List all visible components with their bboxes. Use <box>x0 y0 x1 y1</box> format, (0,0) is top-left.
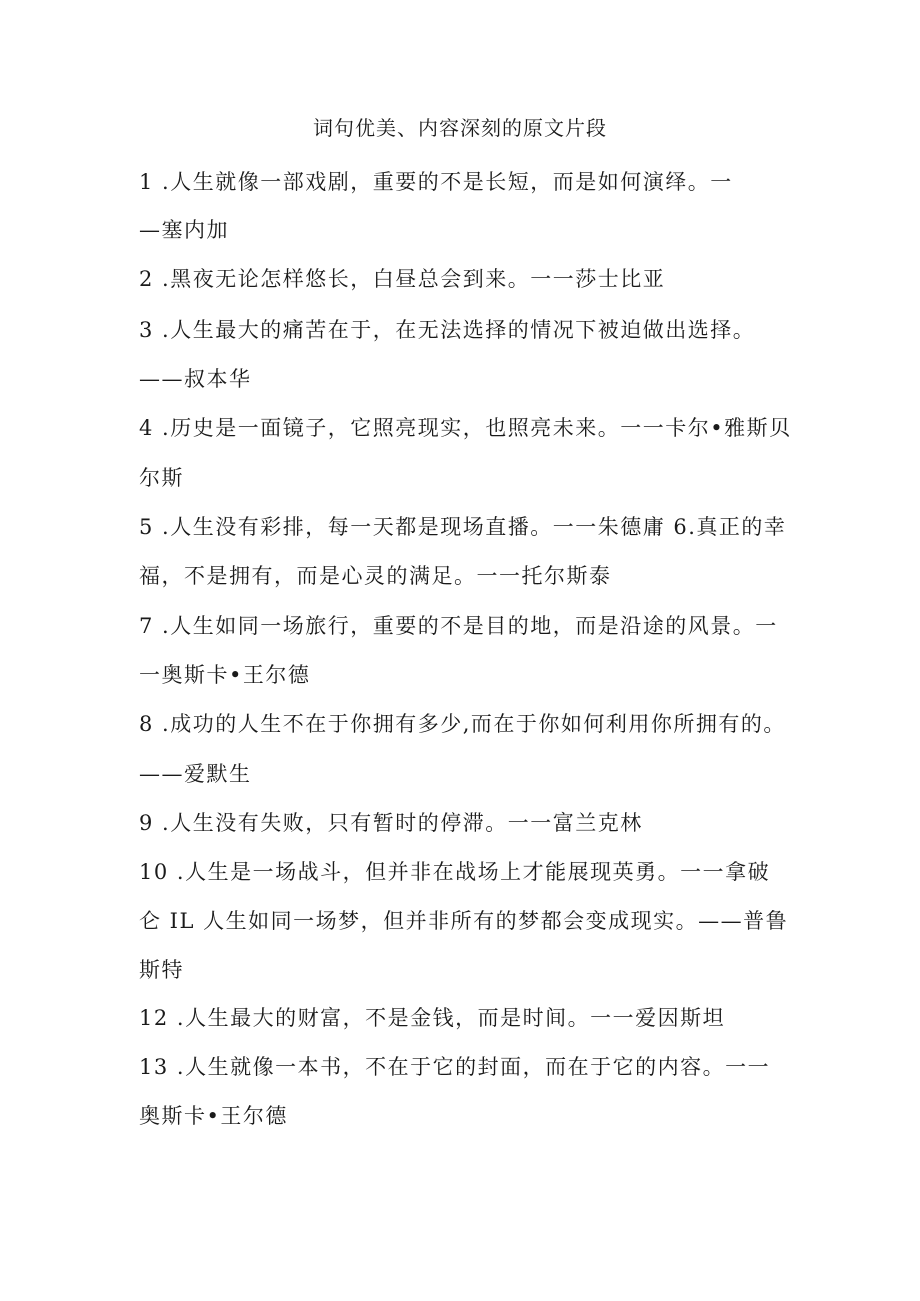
text-line: 尔斯 <box>139 466 184 490</box>
text-line: 3 .人生最大的痛苦在于，在无法选择的情况下被迫做出选择。 <box>139 318 756 342</box>
text-line: ——叔本华 <box>139 367 252 391</box>
text-line: 4 .历史是一面镜子，它照亮现实，也照亮未来。一一卡尔•雅斯贝 <box>139 416 792 440</box>
text-line: 一奥斯卡•王尔德 <box>139 663 311 687</box>
text-line: 斯特 <box>139 958 184 982</box>
text-line: ——爱默生 <box>139 762 252 786</box>
text-line: 13 .人生就像一本书，不在于它的封面，而在于它的内容。一一 <box>139 1055 771 1079</box>
text-line: 5 .人生没有彩排，每一天都是现场直播。一一朱德庸 6.真正的幸 <box>139 515 787 539</box>
text-line: —塞内加 <box>139 218 229 242</box>
text-line: 仑 IL 人生如同一场梦，但并非所有的梦都会变成现实。——普鲁 <box>139 909 789 933</box>
text-line: 9 .人生没有失败，只有暂时的停滞。一一富兰克林 <box>139 811 643 835</box>
text-line: 奥斯卡•王尔德 <box>139 1104 288 1128</box>
text-line: 8 .成功的人生不在于你拥有多少,而在于你如何利用你所拥有的。 <box>139 712 786 736</box>
text-line: 12 .人生最大的财富，不是金钱，而是时间。一一爱因斯坦 <box>139 1006 726 1030</box>
text-line: 2 .黑夜无论怎样悠长，白昼总会到来。一一莎士比亚 <box>139 267 666 291</box>
text-line: 7 .人生如同一场旅行，重要的不是目的地，而是沿途的风景。一 <box>139 614 778 638</box>
text-line: 1 .人生就像一部戏剧，重要的不是长短，而是如何演绎。一 <box>139 170 733 194</box>
text-line: 10 .人生是一场战斗，但并非在战场上才能展现英勇。一一拿破 <box>139 860 771 884</box>
text-line: 福，不是拥有，而是心灵的满足。一一托尔斯泰 <box>139 564 612 588</box>
document-title: 词句优美、内容深刻的原文片段 <box>313 116 607 140</box>
